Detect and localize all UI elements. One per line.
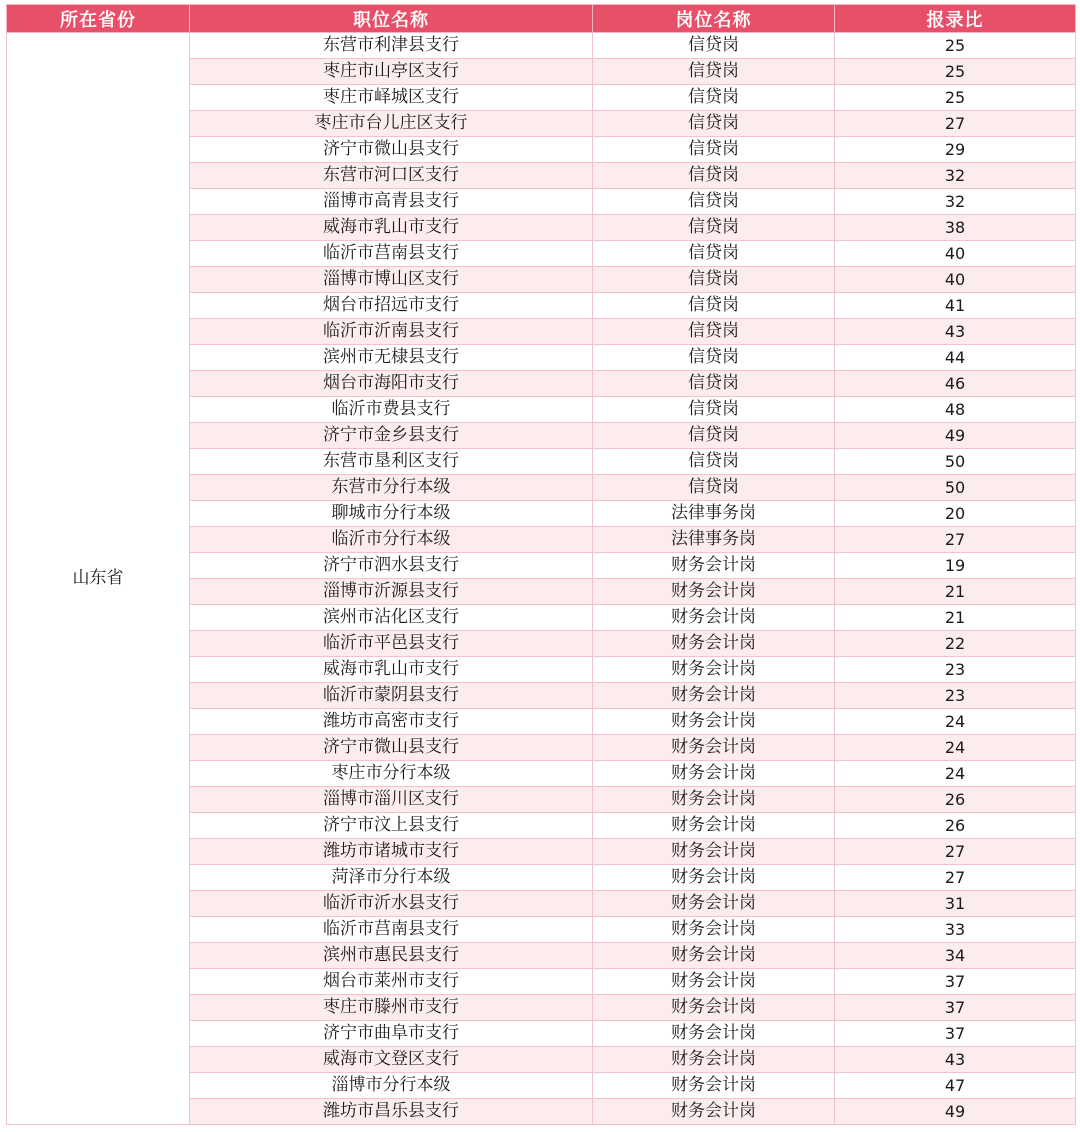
ratio-cell: 37 [835,969,1076,995]
post-name-cell: 财务会计岗 [593,917,835,943]
post-name-cell: 信贷岗 [593,163,835,189]
post-name-cell: 财务会计岗 [593,553,835,579]
position-name-cell: 枣庄市台儿庄区支行 [190,111,593,137]
position-name-cell: 枣庄市峄城区支行 [190,85,593,111]
post-name-cell: 信贷岗 [593,293,835,319]
position-name-cell: 济宁市微山县支行 [190,137,593,163]
position-name-cell: 临沂市分行本级 [190,527,593,553]
position-name-cell: 淄博市高青县支行 [190,189,593,215]
post-name-cell: 财务会计岗 [593,605,835,631]
ratio-cell: 20 [835,501,1076,527]
header-ratio: 报录比 [835,5,1076,33]
ratio-cell: 37 [835,1021,1076,1047]
position-name-cell: 济宁市泗水县支行 [190,553,593,579]
post-name-cell: 信贷岗 [593,345,835,371]
position-name-cell: 淄博市博山区支行 [190,267,593,293]
position-name-cell: 潍坊市高密市支行 [190,709,593,735]
ratio-cell: 24 [835,761,1076,787]
ratio-table [6,4,1076,1125]
post-name-cell: 信贷岗 [593,215,835,241]
post-name-cell: 财务会计岗 [593,813,835,839]
position-name-cell: 临沂市沂南县支行 [190,319,593,345]
ratio-cell: 25 [835,59,1076,85]
post-name-cell: 财务会计岗 [593,735,835,761]
ratio-cell: 25 [835,85,1076,111]
position-name-cell: 东营市利津县支行 [190,33,593,59]
post-name-cell: 信贷岗 [593,189,835,215]
ratio-cell: 27 [835,865,1076,891]
position-name-cell: 临沂市沂水县支行 [190,891,593,917]
position-name-cell: 东营市河口区支行 [190,163,593,189]
ratio-cell: 32 [835,163,1076,189]
ratio-cell: 21 [835,605,1076,631]
post-name-cell: 财务会计岗 [593,787,835,813]
post-name-cell: 财务会计岗 [593,995,835,1021]
header-post-name: 岗位名称 [593,5,835,33]
position-name-cell: 烟台市莱州市支行 [190,969,593,995]
post-name-cell: 信贷岗 [593,137,835,163]
post-name-cell: 财务会计岗 [593,631,835,657]
position-name-cell: 临沂市莒南县支行 [190,917,593,943]
ratio-cell: 40 [835,267,1076,293]
post-name-cell: 信贷岗 [593,397,835,423]
post-name-cell: 信贷岗 [593,267,835,293]
position-name-cell: 济宁市金乡县支行 [190,423,593,449]
position-name-cell: 滨州市惠民县支行 [190,943,593,969]
position-name-cell: 临沂市平邑县支行 [190,631,593,657]
header-province: 所在省份 [7,5,190,33]
position-name-cell: 临沂市费县支行 [190,397,593,423]
post-name-cell: 财务会计岗 [593,943,835,969]
position-name-cell: 东营市垦利区支行 [190,449,593,475]
position-name-cell: 淄博市沂源县支行 [190,579,593,605]
position-name-cell: 威海市文登区支行 [190,1047,593,1073]
position-name-cell: 枣庄市滕州市支行 [190,995,593,1021]
position-name-cell: 济宁市汶上县支行 [190,813,593,839]
table-body [7,33,1076,1125]
ratio-cell: 49 [835,1099,1076,1125]
ratio-cell: 49 [835,423,1076,449]
ratio-cell: 47 [835,1073,1076,1099]
ratio-cell: 29 [835,137,1076,163]
post-name-cell: 财务会计岗 [593,865,835,891]
position-name-cell: 烟台市招远市支行 [190,293,593,319]
post-name-cell: 信贷岗 [593,319,835,345]
position-name-cell: 枣庄市分行本级 [190,761,593,787]
position-name-cell: 威海市乳山市支行 [190,215,593,241]
post-name-cell: 财务会计岗 [593,657,835,683]
position-name-cell: 临沂市蒙阴县支行 [190,683,593,709]
post-name-cell: 信贷岗 [593,449,835,475]
ratio-cell: 34 [835,943,1076,969]
post-name-cell: 财务会计岗 [593,969,835,995]
post-name-cell: 信贷岗 [593,85,835,111]
position-name-cell: 东营市分行本级 [190,475,593,501]
ratio-cell: 27 [835,111,1076,137]
post-name-cell: 信贷岗 [593,371,835,397]
position-name-cell: 潍坊市昌乐县支行 [190,1099,593,1125]
ratio-cell: 43 [835,1047,1076,1073]
ratio-cell: 46 [835,371,1076,397]
position-name-cell: 潍坊市诸城市支行 [190,839,593,865]
post-name-cell: 财务会计岗 [593,1099,835,1125]
ratio-cell: 25 [835,33,1076,59]
post-name-cell: 信贷岗 [593,475,835,501]
post-name-cell: 财务会计岗 [593,891,835,917]
ratio-cell: 26 [835,813,1076,839]
post-name-cell: 财务会计岗 [593,683,835,709]
ratio-cell: 26 [835,787,1076,813]
ratio-cell: 19 [835,553,1076,579]
post-name-cell: 法律事务岗 [593,501,835,527]
position-name-cell: 淄博市分行本级 [190,1073,593,1099]
header-row [7,5,1076,33]
ratio-cell: 44 [835,345,1076,371]
ratio-cell: 40 [835,241,1076,267]
post-name-cell: 财务会计岗 [593,579,835,605]
post-name-cell: 信贷岗 [593,241,835,267]
post-name-cell: 法律事务岗 [593,527,835,553]
ratio-cell: 50 [835,475,1076,501]
position-name-cell: 淄博市淄川区支行 [190,787,593,813]
position-name-cell: 济宁市曲阜市支行 [190,1021,593,1047]
ratio-cell: 27 [835,527,1076,553]
post-name-cell: 信贷岗 [593,423,835,449]
table-row [7,33,1076,59]
position-name-cell: 济宁市微山县支行 [190,735,593,761]
post-name-cell: 财务会计岗 [593,709,835,735]
ratio-cell: 24 [835,735,1076,761]
ratio-cell: 23 [835,683,1076,709]
ratio-cell: 33 [835,917,1076,943]
post-name-cell: 信贷岗 [593,59,835,85]
ratio-cell: 50 [835,449,1076,475]
position-name-cell: 滨州市无棣县支行 [190,345,593,371]
post-name-cell: 财务会计岗 [593,839,835,865]
ratio-cell: 21 [835,579,1076,605]
ratio-cell: 37 [835,995,1076,1021]
ratio-cell: 23 [835,657,1076,683]
position-name-cell: 枣庄市山亭区支行 [190,59,593,85]
ratio-table-container [6,4,1076,1125]
ratio-cell: 48 [835,397,1076,423]
ratio-cell: 31 [835,891,1076,917]
header-position-name: 职位名称 [190,5,593,33]
table-header [7,5,1076,33]
post-name-cell: 财务会计岗 [593,1047,835,1073]
ratio-cell: 22 [835,631,1076,657]
ratio-cell: 27 [835,839,1076,865]
post-name-cell: 财务会计岗 [593,1021,835,1047]
ratio-cell: 43 [835,319,1076,345]
position-name-cell: 滨州市沾化区支行 [190,605,593,631]
ratio-cell: 38 [835,215,1076,241]
post-name-cell: 财务会计岗 [593,1073,835,1099]
position-name-cell: 威海市乳山市支行 [190,657,593,683]
ratio-cell: 41 [835,293,1076,319]
position-name-cell: 烟台市海阳市支行 [190,371,593,397]
ratio-cell: 32 [835,189,1076,215]
position-name-cell: 临沂市莒南县支行 [190,241,593,267]
post-name-cell: 信贷岗 [593,111,835,137]
province-cell: 山东省 [7,33,190,1125]
post-name-cell: 信贷岗 [593,33,835,59]
position-name-cell: 聊城市分行本级 [190,501,593,527]
post-name-cell: 财务会计岗 [593,761,835,787]
position-name-cell: 菏泽市分行本级 [190,865,593,891]
ratio-cell: 24 [835,709,1076,735]
